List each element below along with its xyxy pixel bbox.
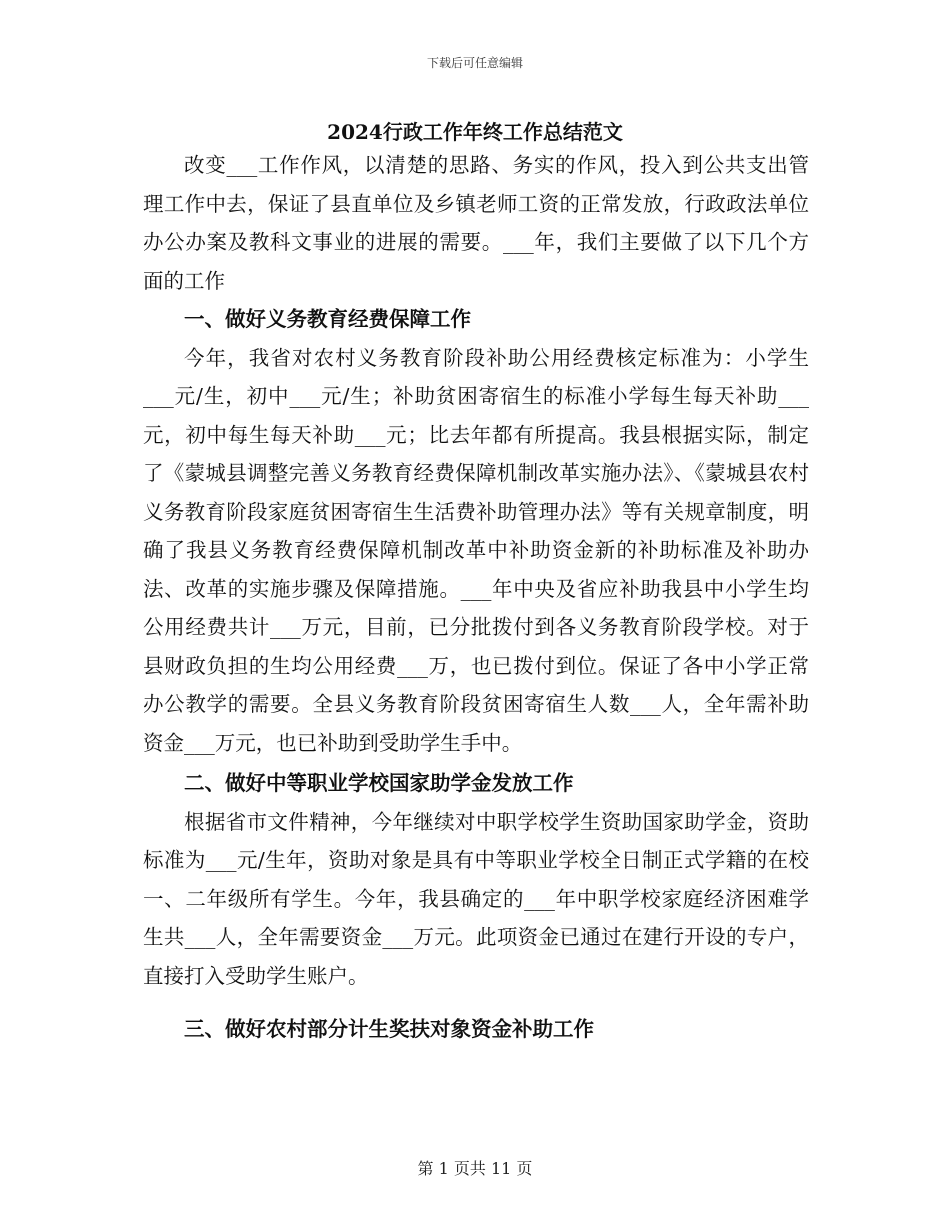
section-heading-1: 一、做好义务教育经费保障工作 — [184, 307, 471, 331]
section-heading-3: 三、做好农村部分计生奖扶对象资金补助工作 — [184, 1017, 594, 1041]
document-body — [143, 146, 809, 1049]
document-title: 2024行政工作年终工作总结范文 — [327, 120, 623, 144]
section-heading-2: 二、做好中等职业学校国家助学金发放工作 — [184, 771, 574, 795]
intro-paragraph: 改变___工作作风，以清楚的思路、务实的作风，投入到公共支出管理工作中去，保证了县直单位及乡镇老师工资的正常发放，行政政法单位办公办案及教科文事业的进展的需要。___年，我们主要做了以下几个方面的工作 — [143, 153, 809, 293]
section-paragraph-2: 根据省市文件精神，今年继续对中职学校学生资助国家助学金，资助标准为___元/生年，资助对象是具有中等职业学校全日制正式学籍的在校一、二年级所有学生。今年，我县确定的___年中职学校家庭经济困难学生共___人，全年需要资金___万元。此项资金已通过在建行开设的专户，直接打入受助学生账户。 — [143, 809, 809, 988]
header-note: 下载后可任意编辑 — [426, 56, 523, 70]
section-paragraph-1: 今年，我省对农村义务教育阶段补助公用经费核定标准为：小学生___元/生，初中___元/生；补助贫困寄宿生的标准小学每生每天补助___元，初中每生每天补助___元；比去年都有所提高。我县根据实际，制定了《蒙城县调整完善义务教育经费保障机制改革实施办法》、《蒙城县农村义务教育阶段家庭贫困寄宿生生活费补助管理办法》等有关规章制度，明确了我县义务教育经费保障机制改革中补助资金新的补助标准及补助办法、改革的实施步骤及保障措施。___年中央及省应补助我县中小学生均公用经费共计___万元，目前，已分批拨付到各义务教育阶段学校。对于县财政负担的生均公用经费___万，也已拨付到位。保证了各中小学正常办公教学的需要。全县义务教育阶段贫困寄宿生人数___人，全年需补助资金___万元，也已补助到受助学生手中。 — [143, 345, 809, 755]
page-number: 第 1 页共 11 页 — [417, 1159, 533, 1178]
